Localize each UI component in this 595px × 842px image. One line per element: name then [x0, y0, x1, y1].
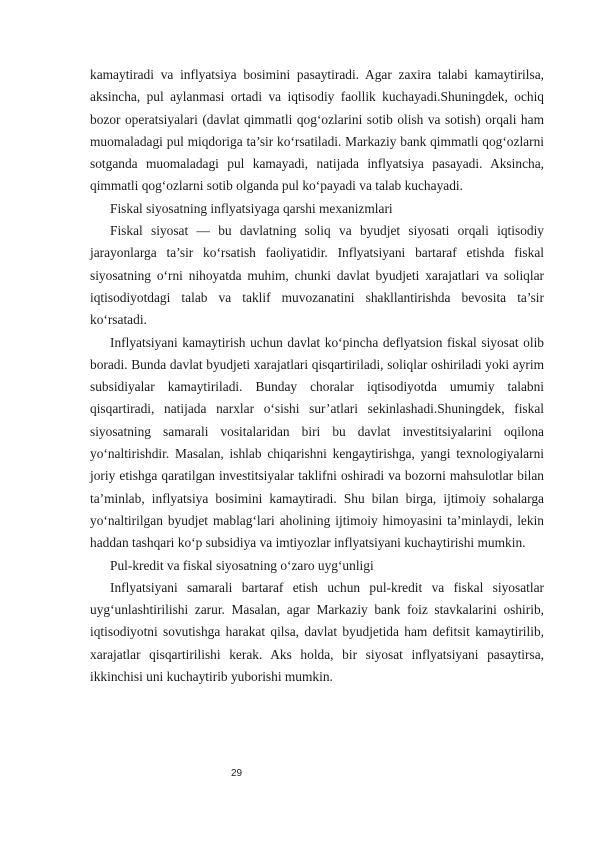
- section-heading-fiscal-mechanisms: Fiskal siyosatning inflyatsiyaga qarshi mexanizmlari: [110, 200, 393, 216]
- page-number: 29: [231, 768, 243, 779]
- section-heading-policy-harmony: Pul-kredit va fiskal siyosatning o‘zaro uyg‘unligi: [110, 557, 374, 573]
- paragraph-fiscal-definition: Fiskal siyosat — bu davlatning soliq va byudjet siyosati orqali iqtisodiy jarayonlarga ta’sir ko‘rsatish faoliyatidir. Inflyatsiyani bartaraf etishda fiskal siyosatning o‘rni nihoyatda muhim, chunki davlat byudjeti xarajatlari va soliqlar iqtisodiyotdagi talab va taklif muvozanatini shakllantirishda bevosita ta’sir ko‘rsatadi.: [90, 223, 544, 328]
- paragraph-continuation: kamaytiradi va inflyatsiya bosimini pasaytiradi. Agar zaxira talabi kamaytirilsa, aksincha, pul aylanmasi ortadi va iqtisodiy faollik kuchayadi.Shuningdek, ochiq bozor operatsiyalari (davlat qimmatli qog‘ozlarini sotib olish va sotish) orqali ham muomaladagi pul miqdoriga ta’sir ko‘rsatiladi. Markaziy bank qimmatli qog‘ozlarni sotganda muomaladagi pul kamayadi, natijada inflyatsiya pasayadi. Aksincha, qimmatli qog‘ozlarni sotib olganda pul ko‘payadi va talab kuchayadi.: [90, 67, 544, 194]
- paragraph-deflationary-policy: Inflyatsiyani kamaytirish uchun davlat ko‘pincha deflyatsion fiskal siyosat olib boradi. Bunda davlat byudjeti xarajatlari qisqartiriladi, soliqlar oshiriladi yoki ayrim subsidiyalar kamaytiriladi. Bunday choralar iqtisodiyotda umumiy talabni qisqartiradi, natijada narxlar o‘sishi sur’atlari sekinlashadi.Shuningdek, fiskal siyosatning samarali vositalaridan biri bu davlat investitsiyalarini oqilona yo‘naltirishdir. Masalan, ishlab chiqarishni kengaytirishga, yangi texnologiyalarni joriy etishga qaratilgan investitsiyalar taklifni oshiradi va bozorni mahsulotlar bilan ta’minlab, inflyatsiya bosimini kamaytiradi. Shu bilan birga, ijtimoiy sohalarga yo‘naltirilgan byudjet mablag‘lari aholining ijtimoiy himoyasini ta’minlaydi, lekin haddan tashqari ko‘p subsidiya va imtiyozlar inflyatsiyani kuchaytirishi mumkin.: [90, 334, 544, 551]
- paragraph-policy-coordination: Inflyatsiyani samarali bartaraf etish uchun pul-kredit va fiskal siyosatlar uyg‘unlashtirilishi zarur. Masalan, agar Markaziy bank foiz stavkalarini oshirib, iqtisodiyotni sovutishga harakat qilsa, davlat byudjetida ham defitsit kamaytirilib, xarajatlar qisqartirilishi kerak. Aks holda, bir siyosat inflyatsiyani pasaytirsa, ikkinchisi uni kuchaytirib yuborishi mumkin.: [90, 579, 544, 685]
- document-page: [90, 64, 544, 688]
